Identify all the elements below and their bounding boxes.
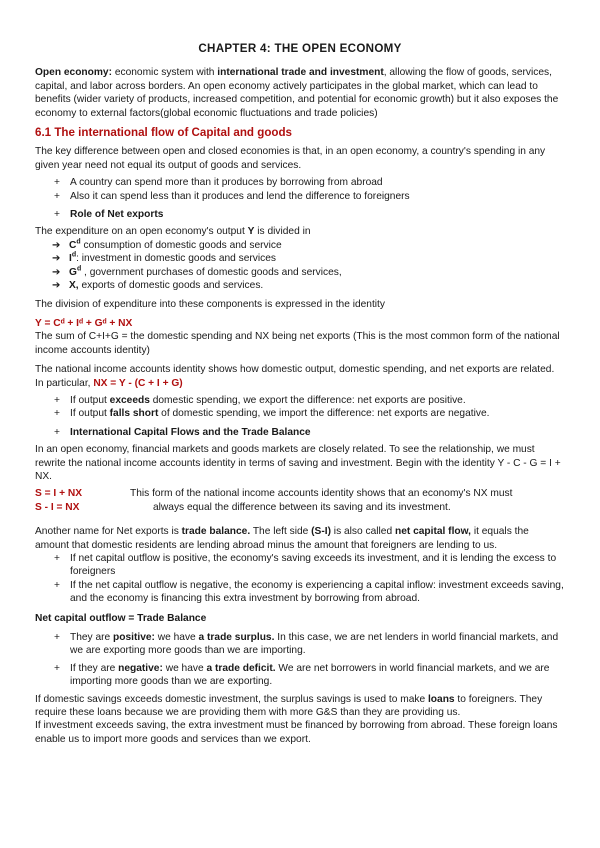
icf-heading: International Capital Flows and the Trade Balance	[70, 426, 311, 438]
list-item: + They are positive: we have a trade surplus. In this case, we are net lenders in world financial markets, and we are exporting more goods than we are importing.	[54, 632, 559, 657]
plus-bullet-icon: +	[54, 408, 60, 420]
icf-paragraph: In an open economy, financial markets and goods markets are closely related. To see the relationship, we must rewrite the national income accounts identity in terms of saving and investment. Begin with the identity Y - C - G = I + NX.	[35, 444, 561, 482]
list-item: + If the net capital outflow is negative, the economy is experiencing a capital inflow: investment exceeds saving, and the economy is financing this extra investment by borrowing from abroad.	[54, 579, 564, 605]
list-item: ➔ $C^d$ consumption of domestic goods and service	[52, 238, 282, 251]
nx-formula: NX = Y - (C + I + G)	[93, 377, 183, 389]
output-bullets	[35, 394, 565, 439]
list-item: + Also it can spend less than it produces and lend the difference to foreigners	[54, 190, 410, 202]
role-heading: Role of Net exports	[70, 209, 164, 221]
list-item: + If net capital outflow is positive, the economy's saving exceeds its investment, and it is lending the excess to foreigners	[54, 553, 557, 578]
list-item: + If output exceeds domestic spending, we export the difference: net exports are positive.	[54, 394, 466, 406]
equation-s-minus-i: S - I = NX	[35, 501, 80, 513]
intro-term: Open economy:	[35, 67, 112, 79]
plus-bullet-icon: +	[54, 394, 60, 406]
arrow-bullet-icon: ➔	[52, 266, 61, 278]
section-heading: 6.1 The international flow of Capital and goods	[35, 126, 293, 140]
plus-bullet-icon: +	[54, 553, 60, 564]
trade-balance-paragraph: Another name for Net exports is trade balance. The left side (S-I) is also called net capital flow, it equals the amount that domestic residents are lending abroad minus the amount that foreigners are lending to us.	[35, 526, 529, 551]
plus-bullet-icon: +	[54, 209, 60, 221]
list-item	[35, 426, 565, 439]
components-list	[35, 239, 565, 293]
identity-intro: The division of expenditure into these components is expressed in the identity	[35, 298, 385, 310]
nia-paragraph: The national income accounts identity shows how domestic output, domestic spending, and net exports are related. In particular, NX = Y - (C + I + G)	[35, 364, 555, 389]
intro-paragraph: Open economy: economic system with international trade and investment, allowing the flow of goods, services, capital, and labor across borders. An open economy actively participates in the global market, which can lead to benefits (wider variety of products, increased competition, and potential for economic growth) but it also exposes the economy to external factors(global economic fluctuations and trade policies)	[35, 67, 559, 119]
borrowing-paragraph: If investment exceeds saving, the extra investment must be financed by borrowing from abroad. These foreign loans enable us to import more goods and services than we export.	[35, 720, 558, 745]
trade-balance-bullets	[35, 631, 565, 689]
equation-s-i-nx: S = I + NX	[35, 488, 82, 500]
document-page	[35, 42, 565, 746]
chapter-title: CHAPTER 4: THE OPEN ECONOMY	[198, 42, 402, 55]
list-item: + If output falls short of domestic spending, we import the difference: net exports are negative.	[54, 408, 490, 420]
plus-bullet-icon: +	[54, 426, 60, 438]
identity-formula: Y = Cᵈ + Iᵈ + Gᵈ + NX	[35, 317, 133, 329]
list-item	[35, 208, 565, 221]
loans-paragraph: If domestic savings exceeds domestic investment, the surplus savings is used to make loans to foreigners. They require these loans because we are providing them with more G&S than they are providing us.	[35, 693, 543, 719]
identity-note: The sum of C+I+G = the domestic spending and NX being net exports (This is the most common form of the national income accounts identity)	[35, 331, 560, 356]
arrow-bullet-icon: ➔	[52, 280, 61, 292]
list-item: ➔ $G^d$ , government purchases of domestic goods and services,	[52, 265, 342, 278]
open-vs-closed-paragraph: The key difference between open and closed economies is that, in an open economy, a country's spending in any given year need not equal its output of goods and services.	[35, 146, 546, 171]
plus-bullet-icon: +	[54, 632, 60, 644]
nco-heading: Net capital outflow = Trade Balance	[35, 612, 207, 624]
plus-bullet-icon: +	[54, 190, 60, 202]
spending-bullets	[35, 176, 565, 221]
expenditure-intro: The expenditure on an open economy's output Y is divided in	[35, 226, 311, 238]
plus-bullet-icon: +	[54, 579, 60, 591]
equation-row: S = I + NX This form of the national income accounts identity shows that an economy's NX must	[35, 488, 513, 500]
nco-bullets	[35, 552, 565, 606]
list-item: ➔ X, exports of domestic goods and services.	[52, 280, 264, 292]
list-item: ➔ $I^d$: investment in domestic goods and services	[52, 251, 277, 265]
plus-bullet-icon: +	[54, 177, 60, 189]
plus-bullet-icon: +	[54, 662, 60, 674]
arrow-bullet-icon: ➔	[52, 239, 61, 251]
equation-row: S - I = NX always equal the difference between its saving and its investment.	[35, 501, 451, 513]
arrow-bullet-icon: ➔	[52, 253, 61, 265]
list-item: + A country can spend more than it produces by borrowing from abroad	[54, 177, 383, 189]
list-item: + If they are negative: we have a trade deficit. We are net borrowers in world financial markets, and we are importing more goods than we are exporting.	[54, 662, 550, 688]
